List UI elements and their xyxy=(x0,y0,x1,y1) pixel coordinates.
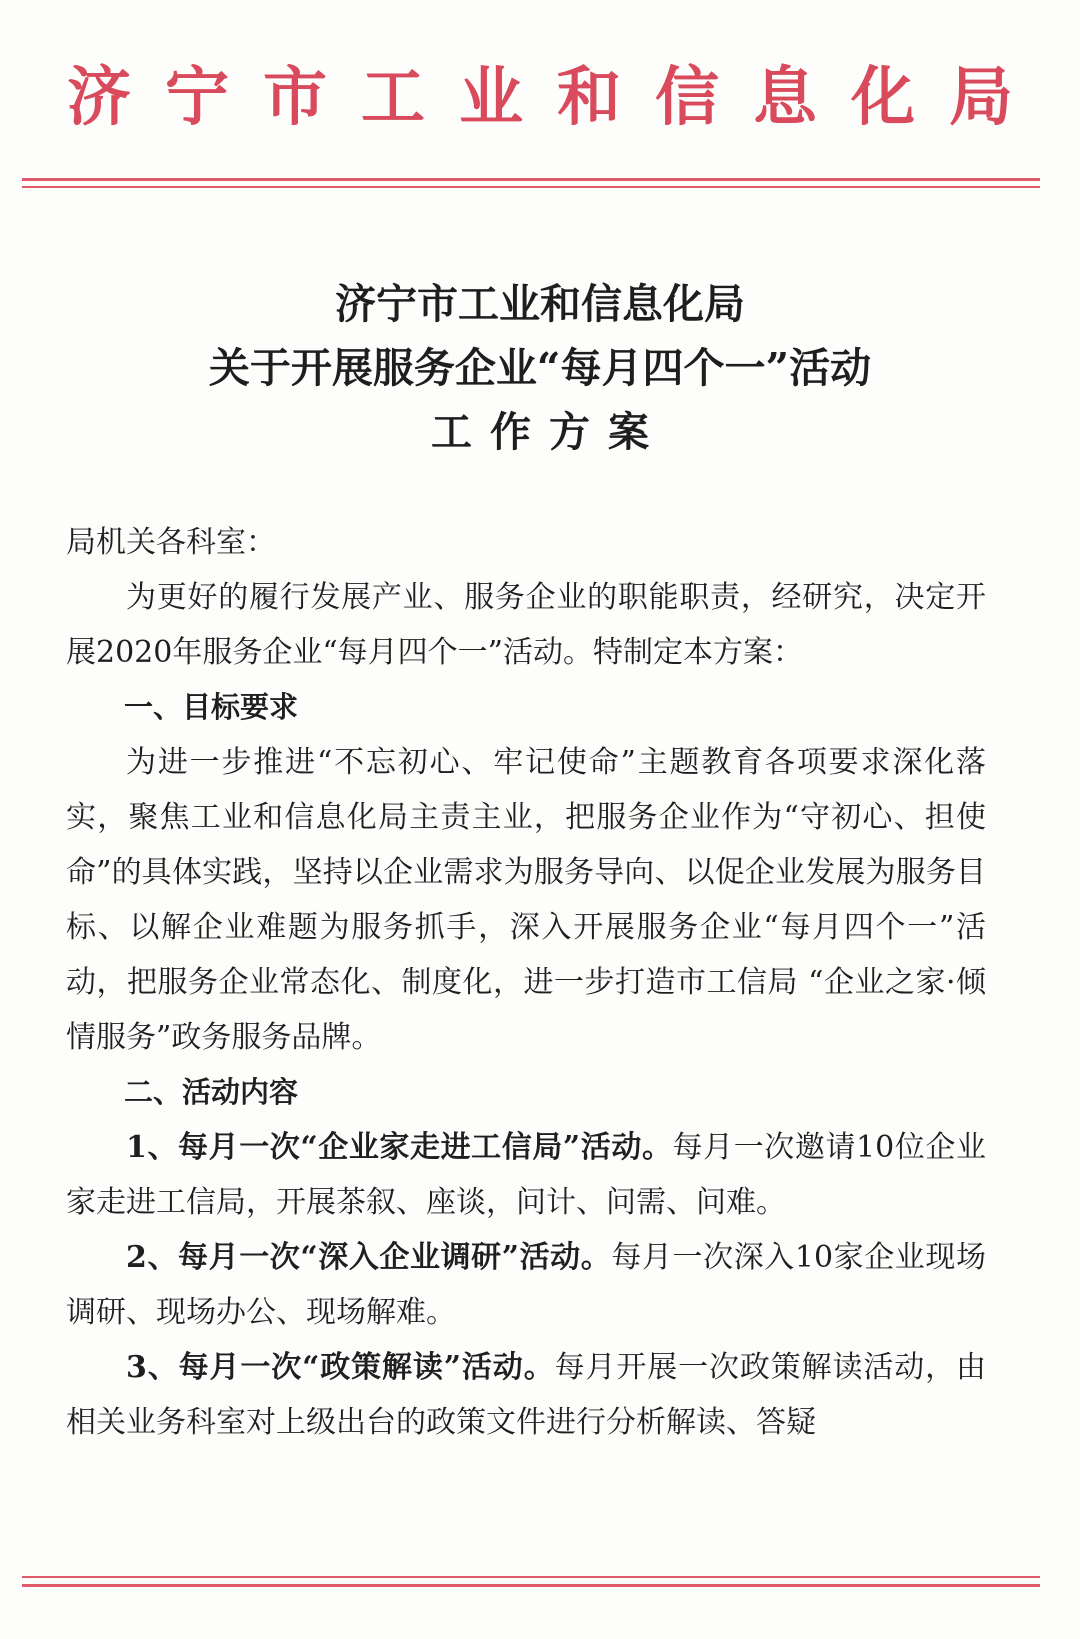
letterhead-rule-top-thin xyxy=(22,186,1040,188)
letterhead-org-name: 济宁市工业和信息化局 xyxy=(67,60,1047,135)
title-line-2: 关于开展服务企业“每月四个一”活动 xyxy=(208,344,872,392)
title-line-1: 济宁市工业和信息化局 xyxy=(335,280,745,328)
section-2-heading: 二、活动内容 xyxy=(124,1075,299,1109)
item-2-body: 每月一次深入10家企业现场调研、现场办公、现场解难。 xyxy=(66,1240,986,1330)
item-1-lead: 1、每月一次“企业家走进工信局”活动。 xyxy=(126,1130,673,1165)
item-3-body: 每月开展一次政策解读活动，由相关业务科室对上级出台的政策文件进行分析解读、答疑 xyxy=(66,1350,987,1440)
letterhead-rule-top xyxy=(22,178,1040,181)
document-title xyxy=(0,272,1080,464)
document-body xyxy=(66,515,986,1450)
item-2-paragraph xyxy=(66,1230,986,1340)
intro-paragraph: 为更好的履行发展产业、服务企业的职能职责，经研究，决定开展2020年服务企业“每月四个一”活动。特制定本方案： xyxy=(66,580,986,670)
salutation: 局机关各科室： xyxy=(66,525,276,560)
item-3-lead: 3、每月一次“政策解读”活动。 xyxy=(126,1350,555,1385)
item-1-body: 每月一次邀请10位企业家走进工信局，开展茶叙、座谈，问计、问需、问难。 xyxy=(66,1130,986,1220)
section-1-body: 为进一步推进“不忘初心、牢记使命”主题教育各项要求深化落实，聚焦工业和信息化局主责主业，把服务企业作为“守初心、担使命”的具体实践，坚持以企业需求为服务导向、以促企业发展为服务目标、以解企业难题为服务抓手，深入开展服务企业“每月四个一”活动，把服务企业常态化、制度化，进一步打造市工信局 “企业之家·倾情服务”政务服务品牌。 xyxy=(66,745,986,1055)
item-1-paragraph xyxy=(66,1120,986,1230)
item-3-paragraph xyxy=(66,1340,986,1450)
footer-rule-thin xyxy=(22,1576,1040,1578)
item-2-lead: 2、每月一次“深入企业调研”活动。 xyxy=(126,1240,612,1275)
footer-rule xyxy=(22,1584,1040,1587)
section-1-heading: 一、目标要求 xyxy=(124,690,299,724)
title-line-3: 工作方案 xyxy=(431,408,667,456)
